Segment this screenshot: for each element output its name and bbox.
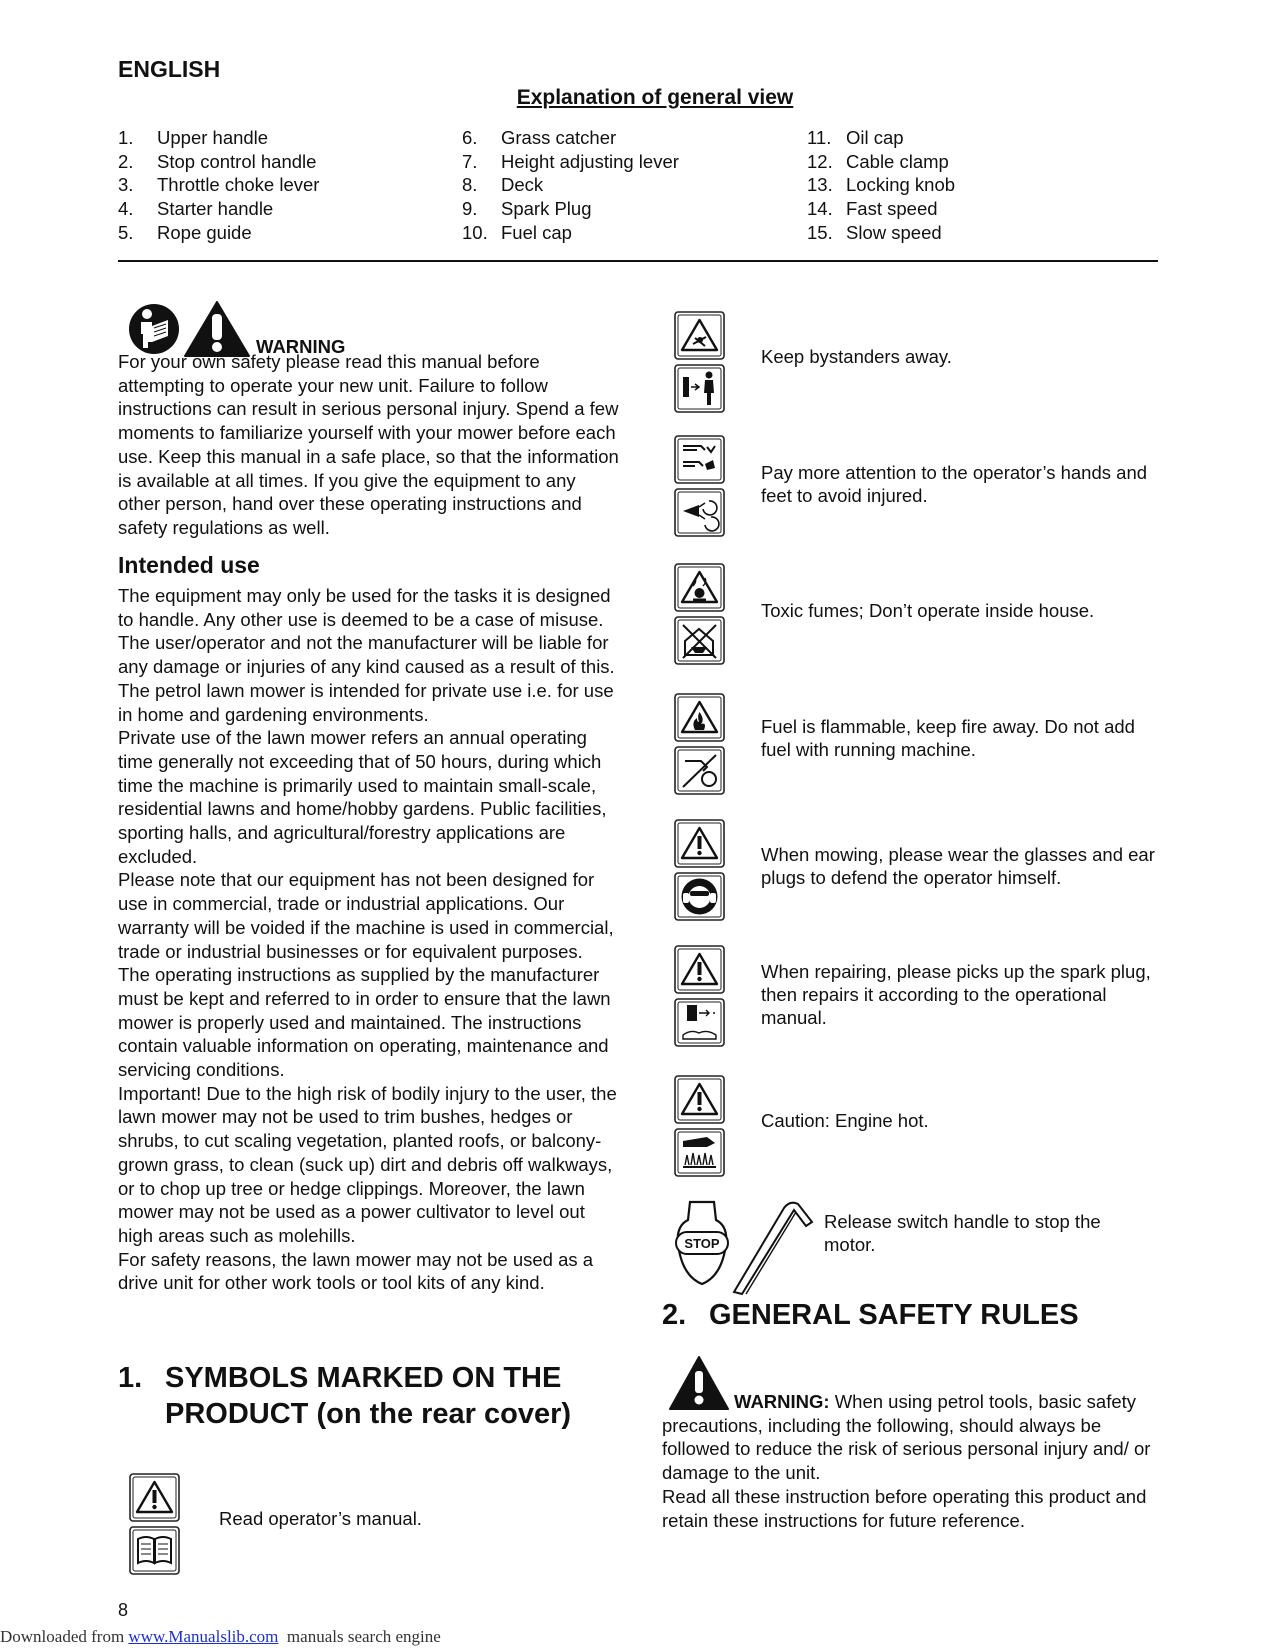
symbol-hot-surface — [673, 1074, 728, 1180]
list-item: 4. Starter handle — [118, 198, 274, 220]
footer: Downloaded from www.Manualslib.com manuals search engine — [0, 1627, 441, 1646]
list-item: 5. Rope guide — [118, 221, 252, 243]
intended-use-body — [118, 584, 620, 1295]
spark-plug-icon — [673, 944, 728, 1050]
section-2-paragraph: Read all these instruction before operating this product and retain these instructions for future reference. — [662, 1486, 1147, 1531]
symbol-text-ppe: When mowing, please wear the glasses and ear plugs to defend the operator himself. — [761, 844, 1155, 888]
page-number: 8 — [118, 1600, 129, 1620]
list-item: 6. Grass catcher — [462, 127, 617, 148]
section-2-warning-text: When using petrol tools, basic safety precautions, including the following, should always be followed to reduce the risk of serious personal injury and/ or damage to the unit. — [662, 1391, 1151, 1484]
bystanders-icon — [673, 310, 728, 416]
paragraph: For safety reasons, the lawn mower may not be used as a drive unit for other work tools or tool kits of any kind. — [118, 1248, 594, 1294]
symbol-text-hot-surface: Caution: Engine hot. — [761, 1110, 929, 1131]
read-manual-icon — [128, 1472, 183, 1578]
symbol-text-spark-plug: When repairing, please picks up the spark plug, then repairs it according to the operational manual. — [761, 961, 1151, 1028]
list-item: 9. Spark Plug — [462, 198, 592, 220]
warning-text: For your own safety please read this manual before attempting to operate your new unit. Failure to follow instructions can result in serious personal injury. Spend a few moments to familiarize yourself with your mower before each use. Keep this manual in a safe place, so that the information is available at all times. If you give the equipment to any other person, hand over these operating instructions and safety regulations as well. — [118, 351, 619, 538]
intended-use-heading: Intended use — [118, 552, 260, 578]
list-item: 15. Slow speed — [807, 221, 942, 243]
toxic-fumes-icon — [673, 562, 728, 668]
section-divider — [118, 260, 1158, 262]
paragraph: The operating instructions as supplied by the manufacturer must be kept and referred to in order to ensure that the lawn mower is properly used and maintained. The instructions contain valuable information on operating, maintenance and servicing conditions. — [118, 964, 611, 1081]
symbol-read-manual-text: Read operator’s manual. — [219, 1508, 422, 1529]
paragraph: Please note that our equipment has not been designed for use in commercial, trade or industrial applications. Our warranty will be voided if the machine is used in commercial, trade or industrial businesses or for equivalent purposes. — [118, 869, 614, 962]
general-view-column-3 — [807, 126, 955, 245]
paragraph: The equipment may only be used for the tasks it is designed to handle. Any other use is deemed to be a case of misuse. The user/operator and not the manufacturer will be liable for any damage or injuries of any kind caused as a result of this. — [118, 585, 615, 678]
symbol-text-hands-feet: Pay more attention to the operator’s hands and feet to avoid injured. — [761, 462, 1148, 506]
warning-label: WARNING — [256, 336, 346, 357]
general-view-title: Explanation of general view — [516, 86, 794, 109]
symbol-flammable — [673, 692, 728, 798]
ppe-icon — [673, 818, 728, 924]
paragraph: The petrol lawn mower is intended for private use i.e. for use in home and gardening environments. — [118, 679, 614, 725]
list-item: 1. Upper handle — [118, 127, 269, 148]
general-view-column-2 — [462, 126, 679, 245]
section-1-heading: 1. SYMBOLS MARKED ON THE PRODUCT (on the rear cover) — [118, 1362, 572, 1430]
list-item: 11. Oil cap — [807, 127, 904, 148]
paragraph: Private use of the lawn mower refers an annual operating time generally not exceeding that of 50 hours, during which time the machine is primarily used to maintain small-scale, residential lawns and home/hobby gardens. Public facilities, sporting halls, and agricultural/forestry applications are excluded. — [118, 727, 607, 867]
symbol-bystanders — [673, 310, 728, 416]
stop-handle-icon — [668, 1198, 816, 1296]
list-item: 10. Fuel cap — [462, 221, 572, 243]
list-item: 7. Height adjusting lever — [462, 150, 679, 172]
symbol-text-bystanders: Keep bystanders away. — [761, 346, 952, 367]
stop-badge-text: STOP — [684, 1236, 720, 1251]
hot-surface-icon — [673, 1074, 728, 1180]
section-2-heading: 2. GENERAL SAFETY RULES — [662, 1299, 1079, 1331]
symbol-ppe — [673, 818, 728, 924]
symbol-text-stop: Release switch handle to stop the motor. — [824, 1211, 1101, 1255]
symbol-hands-feet — [673, 434, 728, 540]
list-item: 14. Fast speed — [807, 198, 938, 220]
symbol-text-toxic-fumes: Toxic fumes; Don’t operate inside house. — [761, 600, 1095, 621]
section-2-warning — [662, 1390, 1162, 1485]
list-item: 3. Throttle choke lever — [118, 174, 320, 196]
general-view-column-1 — [118, 126, 319, 245]
symbol-text-flammable: Fuel is flammable, keep fire away. Do not add fuel with running machine. — [761, 716, 1135, 760]
list-item: 8. Deck — [462, 174, 544, 196]
hands-feet-icon — [673, 434, 728, 540]
list-item: 13. Locking knob — [807, 174, 956, 196]
flammable-icon — [673, 692, 728, 798]
symbol-toxic-fumes — [673, 562, 728, 668]
paragraph: Important! Due to the high risk of bodily injury to the user, the lawn mower may not be used to trim bushes, hedges or shrubs, to cut scaling vegetation, planted roofs, or balcony-grown grass, to clean (suck up) dirt and debris off walkways, or to chop up tree or hedge clippings. Moreover, the lawn mower may not be used as a power cultivator to level out high areas such as molehills. — [118, 1082, 617, 1246]
language-header: ENGLISH — [118, 56, 221, 82]
footer-link[interactable]: www.Manualslib.com — [128, 1627, 279, 1646]
section-2-warning-label: WARNING: — [734, 1391, 830, 1412]
list-item: 12. Cable clamp — [807, 150, 949, 172]
list-item: 2. Stop control handle — [118, 150, 317, 172]
symbol-read-manual — [128, 1472, 183, 1578]
symbol-spark-plug — [673, 944, 728, 1050]
